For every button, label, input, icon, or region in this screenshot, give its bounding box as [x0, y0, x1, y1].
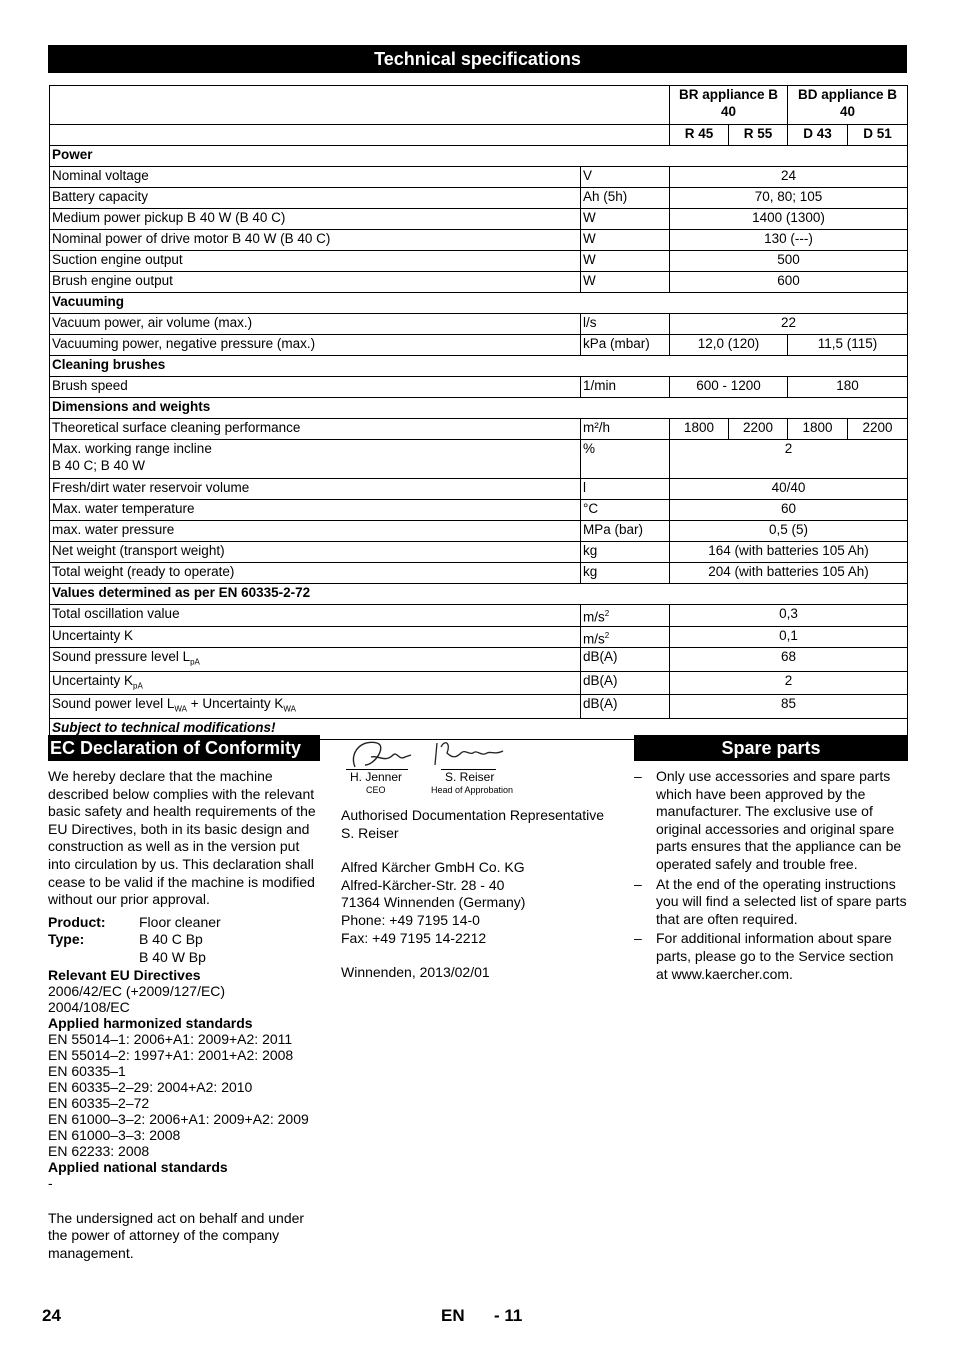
row-value-bd: 180 — [788, 377, 908, 398]
type-value: B 40 W Bp — [139, 948, 206, 965]
row-value: 600 — [670, 272, 908, 293]
directive-item: 2006/42/EC (+2009/127/EC) — [48, 982, 226, 999]
model-d51: D 51 — [848, 125, 908, 146]
row-unit: dB(A) — [581, 695, 670, 719]
row-unit: Ah (5h) — [581, 188, 670, 209]
table-row — [50, 648, 908, 672]
row-unit: W — [581, 251, 670, 272]
table-row — [50, 626, 908, 648]
standard-item: EN 55014–2: 1997+A1: 2001+A2: 2008 — [48, 1046, 294, 1063]
directive-item: 2004/108/EC — [48, 998, 130, 1015]
row-value: 164 (with batteries 105 Ah) — [670, 542, 908, 563]
bullet-dash: – — [634, 930, 642, 947]
row-label: Fresh/dirt water reservoir volume — [50, 479, 581, 500]
row-unit: l — [581, 479, 670, 500]
standard-item: EN 55014–1: 2006+A1: 2009+A2: 2011 — [48, 1030, 293, 1047]
standard-item: EN 60335–2–29: 2004+A2: 2010 — [48, 1078, 253, 1095]
table-row — [50, 377, 908, 398]
row-label: Uncertainty $K_{pA}$ — [50, 671, 581, 695]
row-value: 130 (---) — [670, 230, 908, 251]
row-value: 60 — [670, 500, 908, 521]
row-value: 24 — [670, 167, 908, 188]
row-unit: kg — [581, 563, 670, 584]
standard-item: EN 61000–3–2: 2006+A1: 2009+A2: 2009 — [48, 1110, 309, 1127]
table-row — [50, 671, 908, 695]
signatory-1-name: H. Jenner — [350, 770, 403, 784]
row-label: Total weight (ready to operate) — [50, 563, 581, 584]
spare-parts-section — [634, 735, 908, 983]
table-row — [50, 605, 908, 627]
row-label: Sound power level $L_{WA}$ + Uncertainty $K_{WA}$ — [50, 695, 581, 719]
model-r55: R 55 — [729, 125, 788, 146]
row-value: 0,5 (5) — [670, 521, 908, 542]
row-unit: V — [581, 167, 670, 188]
row-unit: dB(A) — [581, 671, 670, 695]
row-label: Nominal power of drive motor B 40 W (B 40 C) — [50, 230, 581, 251]
row-unit: kg — [581, 542, 670, 563]
ec-declaration-heading: EC Declaration of Conformity — [48, 735, 320, 761]
row-unit: kPa (mbar) — [581, 335, 670, 356]
row-unit: $m/s^2$ — [581, 605, 670, 627]
model-r45: R 45 — [670, 125, 729, 146]
table-row — [50, 440, 908, 479]
product-value: Floor cleaner — [139, 913, 221, 930]
company-phone: Phone: +49 7195 14-0 — [341, 911, 480, 928]
list-item: – For additional information about spare parts, please go to the Service section at www.kaercher.com. — [634, 930, 894, 982]
row-value-r45: 1800 — [670, 419, 729, 440]
row-value: 0,3 — [670, 605, 908, 627]
row-label: Brush engine output — [50, 272, 581, 293]
row-value: 204 (with batteries 105 Ah) — [670, 563, 908, 584]
row-value: 22 — [670, 314, 908, 335]
section-row — [50, 398, 908, 419]
product-label: Product: — [48, 913, 106, 930]
row-unit: m²/h — [581, 419, 670, 440]
table-row — [50, 500, 908, 521]
row-value-d43: 1800 — [788, 419, 848, 440]
row-label: Net weight (transport weight) — [50, 542, 581, 563]
section-values: Values determined as per EN 60335-2-72 — [50, 584, 908, 605]
table-row — [50, 314, 908, 335]
ec-closing-text: The undersigned act on behalf and under the power of attorney of the company management. — [48, 1209, 305, 1261]
signatory-2-name: S. Reiser — [445, 770, 495, 784]
row-unit: W — [581, 209, 670, 230]
table-row — [50, 167, 908, 188]
row-value-r55: 2200 — [729, 419, 788, 440]
row-value-bd: 11,5 (115) — [788, 335, 908, 356]
row-value: 85 — [670, 695, 908, 719]
signature-block — [341, 735, 621, 807]
place-date: Winnenden, 2013/02/01 — [341, 964, 490, 981]
header-br-appliance: BR appliance B 40 — [670, 86, 788, 125]
row-label: Max. working range incline B 40 C; B 40 W — [50, 440, 581, 479]
technical-modifications-note: Subject to technical modifications! — [50, 719, 908, 740]
section-power: Power — [50, 146, 908, 167]
company-city: 71364 Winnenden (Germany) — [341, 894, 526, 911]
row-label: Theoretical surface cleaning performance — [50, 419, 581, 440]
table-row — [50, 251, 908, 272]
type-value: B 40 C Bp — [139, 931, 203, 948]
section-row — [50, 293, 908, 314]
model-d43: D 43 — [788, 125, 848, 146]
row-value: 1400 (1300) — [670, 209, 908, 230]
row-value-br: 12,0 (120) — [670, 335, 788, 356]
technical-specifications-heading: Technical specifications — [48, 45, 907, 73]
row-label: Battery capacity — [50, 188, 581, 209]
authorised-representative: Authorised Documentation Representative — [341, 807, 605, 823]
list-item: – Only use accessories and spare parts which have been approved by the manufacturer. The exclusive use of original accessories and original spare parts ensures that the appliance can be operated safely and trouble free. — [634, 768, 902, 872]
section-row — [50, 356, 908, 377]
row-unit: °C — [581, 500, 670, 521]
representative-name: S. Reiser — [341, 824, 399, 841]
row-label: Max. water temperature — [50, 500, 581, 521]
page-number: 24 — [42, 1306, 61, 1325]
reiser-signature — [435, 743, 503, 765]
harmonized-heading: Applied harmonized standards — [48, 1014, 253, 1031]
row-value: 40/40 — [670, 479, 908, 500]
row-value-d51: 2200 — [848, 419, 908, 440]
row-unit: W — [581, 230, 670, 251]
row-value: 70, 80; 105 — [670, 188, 908, 209]
type-row — [48, 931, 320, 966]
technical-specifications-table — [49, 85, 908, 740]
row-value: 500 — [670, 251, 908, 272]
spare-parts-heading: Spare parts — [634, 735, 908, 761]
row-unit: l/s — [581, 314, 670, 335]
national-heading: Applied national standards — [48, 1158, 228, 1175]
table-row — [50, 479, 908, 500]
section-dimensions: Dimensions and weights — [50, 398, 908, 419]
header-bd-appliance: BD appliance B 40 — [788, 86, 908, 125]
jenner-signature — [353, 742, 411, 767]
table-row — [50, 542, 908, 563]
row-unit: $m/s^2$ — [581, 626, 670, 648]
row-label: max. water pressure — [50, 521, 581, 542]
row-value: 0,1 — [670, 626, 908, 648]
table-row — [50, 230, 908, 251]
row-unit: MPa (bar) — [581, 521, 670, 542]
row-unit: 1/min — [581, 377, 670, 398]
company-fax: Fax: +49 7195 14-2212 — [341, 929, 487, 946]
directives-heading: Relevant EU Directives — [48, 966, 201, 983]
row-value: 68 — [670, 648, 908, 672]
signatory-1-role: CEO — [366, 785, 386, 795]
type-label: Type: — [48, 931, 85, 948]
section-row — [50, 146, 908, 167]
national-value: - — [48, 1174, 53, 1191]
bullet-dash: – — [634, 768, 642, 784]
row-unit: % — [581, 440, 670, 479]
signature-section — [341, 735, 621, 982]
section-row — [50, 584, 908, 605]
row-label: Vacuum power, air volume (max.) — [50, 314, 581, 335]
ec-declaration-section — [48, 735, 320, 1262]
table-row — [50, 209, 908, 230]
section-vacuuming: Vacuuming — [50, 293, 908, 314]
table-row — [50, 521, 908, 542]
table-header-row — [50, 86, 908, 125]
section-cleaning-brushes: Cleaning brushes — [50, 356, 908, 377]
sub-page-number: - 11 — [494, 1306, 523, 1325]
standard-item: EN 60335–2–72 — [48, 1094, 150, 1111]
row-label: Vacuuming power, negative pressure (max.) — [50, 335, 581, 356]
row-label: Suction engine output — [50, 251, 581, 272]
row-unit: dB(A) — [581, 648, 670, 672]
bullet-dash: – — [634, 875, 642, 892]
table-model-row — [50, 125, 908, 146]
standard-item: EN 62233: 2008 — [48, 1142, 150, 1159]
table-row — [50, 272, 908, 293]
table-row — [50, 563, 908, 584]
company-name: Alfred Kärcher GmbH Co. KG — [341, 859, 525, 876]
row-value: 2 — [670, 440, 908, 479]
table-row — [50, 188, 908, 209]
row-value: 2 — [670, 671, 908, 695]
row-label: Medium power pickup B 40 W (B 40 C) — [50, 209, 581, 230]
row-label: Brush speed — [50, 377, 581, 398]
list-item: – At the end of the operating instructions you will find a selected list of spare parts that are often required. — [634, 875, 907, 927]
table-row — [50, 419, 908, 440]
company-street: Alfred-Kärcher-Str. 28 - 40 — [341, 876, 505, 893]
row-label: Total oscillation value — [50, 605, 581, 627]
standard-item: EN 61000–3–3: 2008 — [48, 1126, 181, 1143]
product-row — [48, 914, 320, 932]
row-label: Uncertainty K — [50, 626, 581, 648]
row-value-br: 600 - 1200 — [670, 377, 788, 398]
signatory-2-role: Head of Approbation — [431, 785, 514, 795]
language-code: EN — [441, 1306, 465, 1325]
row-label: Sound pressure level $L_{pA}$ — [50, 648, 581, 672]
ec-intro-text: We hereby declare that the machine described below complies with the relevant basic safety and health requirements of the EU Directives, both in its basic design and construction as well as in the version put into circulation by us. This declaration shall cease to be valid if the machine is modified without our prior approval. — [48, 768, 316, 908]
table-row — [50, 695, 908, 719]
table-row — [50, 335, 908, 356]
standard-item: EN 60335–1 — [48, 1062, 126, 1079]
row-unit: W — [581, 272, 670, 293]
row-label: Nominal voltage — [50, 167, 581, 188]
